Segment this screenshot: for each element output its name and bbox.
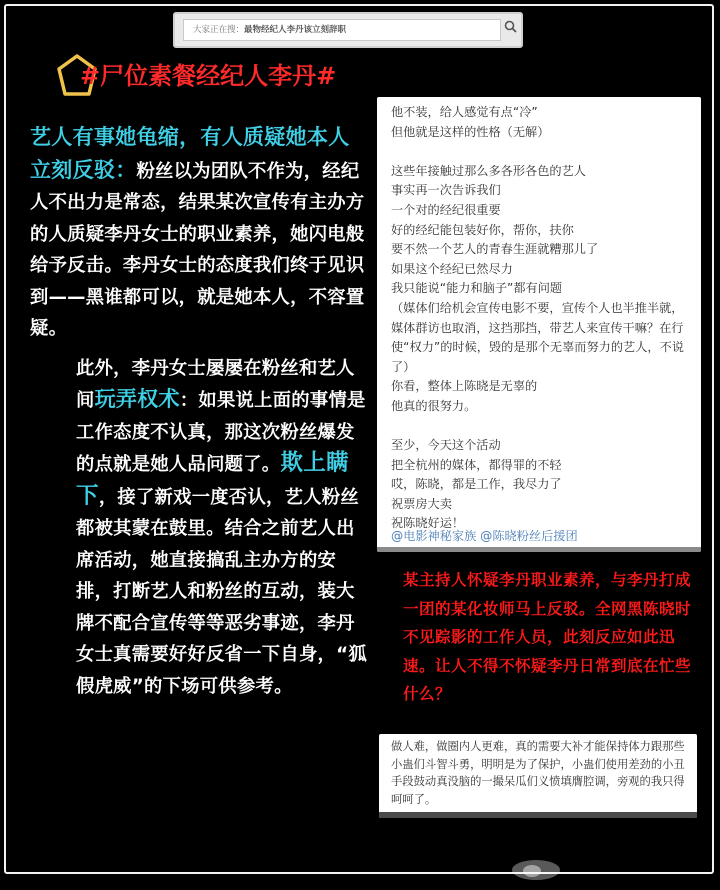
search-input[interactable]: [183, 19, 501, 41]
highlight-text: 欺上瞒下: [76, 450, 349, 509]
image-strip: [379, 812, 697, 818]
post-mentions[interactable]: @电影神秘家族 @陈晓粉丝后援团: [391, 529, 578, 543]
body-text: 此外，李丹女士屡屡在粉丝和艺人间: [76, 357, 355, 411]
article-paragraph: [30, 353, 370, 703]
comment-screenshot: [379, 734, 697, 818]
watermark: [566, 856, 706, 880]
article-text: [30, 122, 370, 702]
highlight-text: 艺人有事她龟缩，有人质疑她本人立刻反驳：: [30, 125, 350, 182]
search-icon[interactable]: [504, 20, 517, 33]
weibo-watermark-icon: [508, 852, 568, 882]
red-annotation: 某主持人怀疑李丹职业素养，与李丹打成一团的某化妆师马上反驳。全网黑陈晓时不见踪影的工作人员，此刻反应如此迅速。让人不得不怀疑李丹日常到底在忙些什么？: [403, 571, 692, 703]
search-query: 最物经纪人李丹该立刻辞职: [244, 25, 347, 35]
page-title: #尸位素餐经纪人李丹#: [80, 62, 337, 90]
highlight-text: 玩弄权术: [94, 387, 180, 411]
article-paragraph: [30, 122, 370, 345]
comment-body: 做人难，做圈内人更难，真的需要大补才能保持体力跟那些小蛊们斗智斗勇，明明是为了保护，小蛊们使用差劲的小丑手段鼓动真没脑的一撮呆瓜们义愤填膺腔调，旁观的我只得呵呵了。: [391, 740, 685, 806]
body-text: ：如果说上面的事情是工作态度不认真，那这次粉丝爆发的点就是她人品问题了。: [76, 390, 366, 475]
body-text: ，接了新戏一度否认，艺人粉丝都被其蒙在鼓里。结合之前艺人出席活动，她直接搞乱主办方的安排，打断艺人和粉丝的互动，装大牌不配合宣传等等恶劣事迹，李丹女士真需要好好反省一下自身，“狐假虎威”的下场可供参考。: [76, 486, 368, 697]
weibo-post-screenshot: [377, 97, 701, 552]
search-prefix: 大家正在搜：: [193, 25, 245, 35]
post-body: 他不装，给人感觉有点“冷” 但他就是这样的性格（无解） 这些年接触过那么多各形各色的艺人 事实再一次告诉我们 一个对的经纪很重要 好的经纪能包装好你，帮你，扶你 要不然一个艺人的青春生涯就糟那儿了 如果这个经纪已然尽力 我只能说“能力和脑子”都有问题 （媒体们给机会宣传电影不要，宣传个人也半推半就，媒体群访也取消，这挡那挡，带艺人来宣传干嘛？在行使“权力”的时候，毁的是那个无辜而努力的艺人，不说了） 你看，整体上陈晓是无辜的 他真的很努力。 至少，今天这个活动 把全杭州的媒体，都得罪的不轻 哎，陈晓，都是工作，我尽力了 祝票房大卖 祝陈晓好运！: [391, 105, 684, 531]
body-text: 粉丝以为团队不作为，经纪人不出力是常态，结果某次宣传有主办方的人质疑李丹女士的职业素养，她闪电般给予反击。李丹女士的态度我们终于见识到——黑谁都可以，就是她本人，不容置疑。: [30, 160, 365, 339]
search-bar[interactable]: [173, 12, 523, 48]
image-strip: [377, 547, 701, 552]
